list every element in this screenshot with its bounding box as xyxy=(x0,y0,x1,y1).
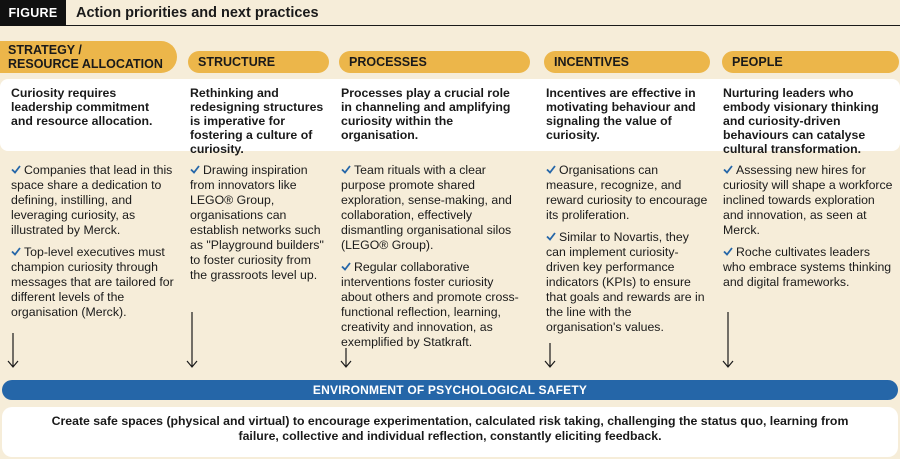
heading-strategy: Curiosity requires leadership commitment and resource allocation. xyxy=(11,86,153,128)
list-item xyxy=(341,163,527,253)
pill-processes: PROCESSES xyxy=(339,51,530,73)
check-icon xyxy=(11,165,21,174)
bullets-structure xyxy=(190,163,330,290)
environment-bar: ENVIRONMENT OF PSYCHOLOGICAL SAFETY xyxy=(2,380,898,400)
heading-structure: Rethinking and redesigning structures is imperative for fostering a culture of curiosity. xyxy=(190,86,324,156)
figure-title: Action priorities and next practices xyxy=(76,5,319,21)
list-item xyxy=(190,163,330,283)
list-item xyxy=(341,260,527,350)
bullet-text: Drawing inspiration from innovators like LEGO® Group, organisations can establish networks such as "Playground builders" to foster curiosity from the grassroots level up. xyxy=(190,163,324,282)
check-icon xyxy=(723,247,733,256)
check-icon xyxy=(190,165,200,174)
heading-incentives: Incentives are effective in motivating behaviour and signaling the value of curiosity. xyxy=(546,86,696,142)
check-icon xyxy=(341,165,351,174)
check-icon xyxy=(546,232,556,241)
bullet-text: Team rituals with a clear purpose promote shared exploration, sense-making, and collaboration, effectively dismantling organisational silos (LEGO® Group). xyxy=(341,163,512,252)
check-icon xyxy=(546,165,556,174)
bullet-text: Similar to Novartis, they can implement curiosity-driven key performance indicators (KPIs) to ensure that goals and rewards are in the line with the organisation's values. xyxy=(546,230,705,334)
bullet-text: Assessing new hires for curiosity will shape a workforce inclined towards exploration and innovation, as seen at Merck. xyxy=(723,163,893,237)
list-item xyxy=(546,163,708,223)
check-icon xyxy=(723,165,733,174)
pill-people: PEOPLE xyxy=(722,51,899,73)
list-item xyxy=(11,245,176,320)
bullets-people xyxy=(723,163,895,297)
check-icon xyxy=(341,262,351,271)
arrow-down-icon xyxy=(6,333,20,369)
bullet-text: Regular collaborative interventions foster curiosity about others and promote cross-functional reflection, learning, creativity and innovation, as exemplified by Statkraft. xyxy=(341,260,519,349)
bullets-incentives xyxy=(546,163,708,342)
environment-description: Create safe spaces (physical and virtual) to encourage experimentation, calculated risk taking, challenging the status quo, learning from failure, collective and individual reflection, constantly eliciting feedback. xyxy=(2,407,898,457)
bullets-processes xyxy=(341,163,527,357)
heading-processes: Processes play a crucial role in channeling and amplifying curiosity within the organisation. xyxy=(341,86,511,142)
arrow-down-icon xyxy=(721,312,735,369)
list-item xyxy=(723,245,895,290)
pill-strategy: STRATEGY / RESOURCE ALLOCATION xyxy=(0,41,177,73)
figure-tag: FIGURE xyxy=(0,0,66,26)
bullet-text: Roche cultivates leaders who embrace systems thinking and digital frameworks. xyxy=(723,245,892,289)
arrow-down-icon xyxy=(339,348,353,369)
pill-structure: STRUCTURE xyxy=(188,51,329,73)
check-icon xyxy=(11,247,21,256)
arrow-down-icon xyxy=(185,312,199,369)
bullet-text: Companies that lead in this space share a dedication to defining, instilling, and leveraging curiosity, as illustrated by Merck. xyxy=(11,163,173,237)
bullet-text: Top-level executives must champion curiosity through messages that are tailored for different levels of the organisation (Merck). xyxy=(11,245,174,319)
list-item xyxy=(546,230,708,335)
heading-people: Nurturing leaders who embody visionary thinking and curiosity-driven behaviours can catalyse cultural transformation. xyxy=(723,86,879,156)
list-item xyxy=(11,163,176,238)
figure-header xyxy=(0,0,900,26)
bullet-text: Organisations can measure, recognize, and reward curiosity to encourage its proliferation. xyxy=(546,163,708,222)
pill-incentives: INCENTIVES xyxy=(544,51,710,73)
bullets-strategy xyxy=(11,163,176,327)
list-item xyxy=(723,163,895,238)
arrow-down-icon xyxy=(543,343,557,369)
